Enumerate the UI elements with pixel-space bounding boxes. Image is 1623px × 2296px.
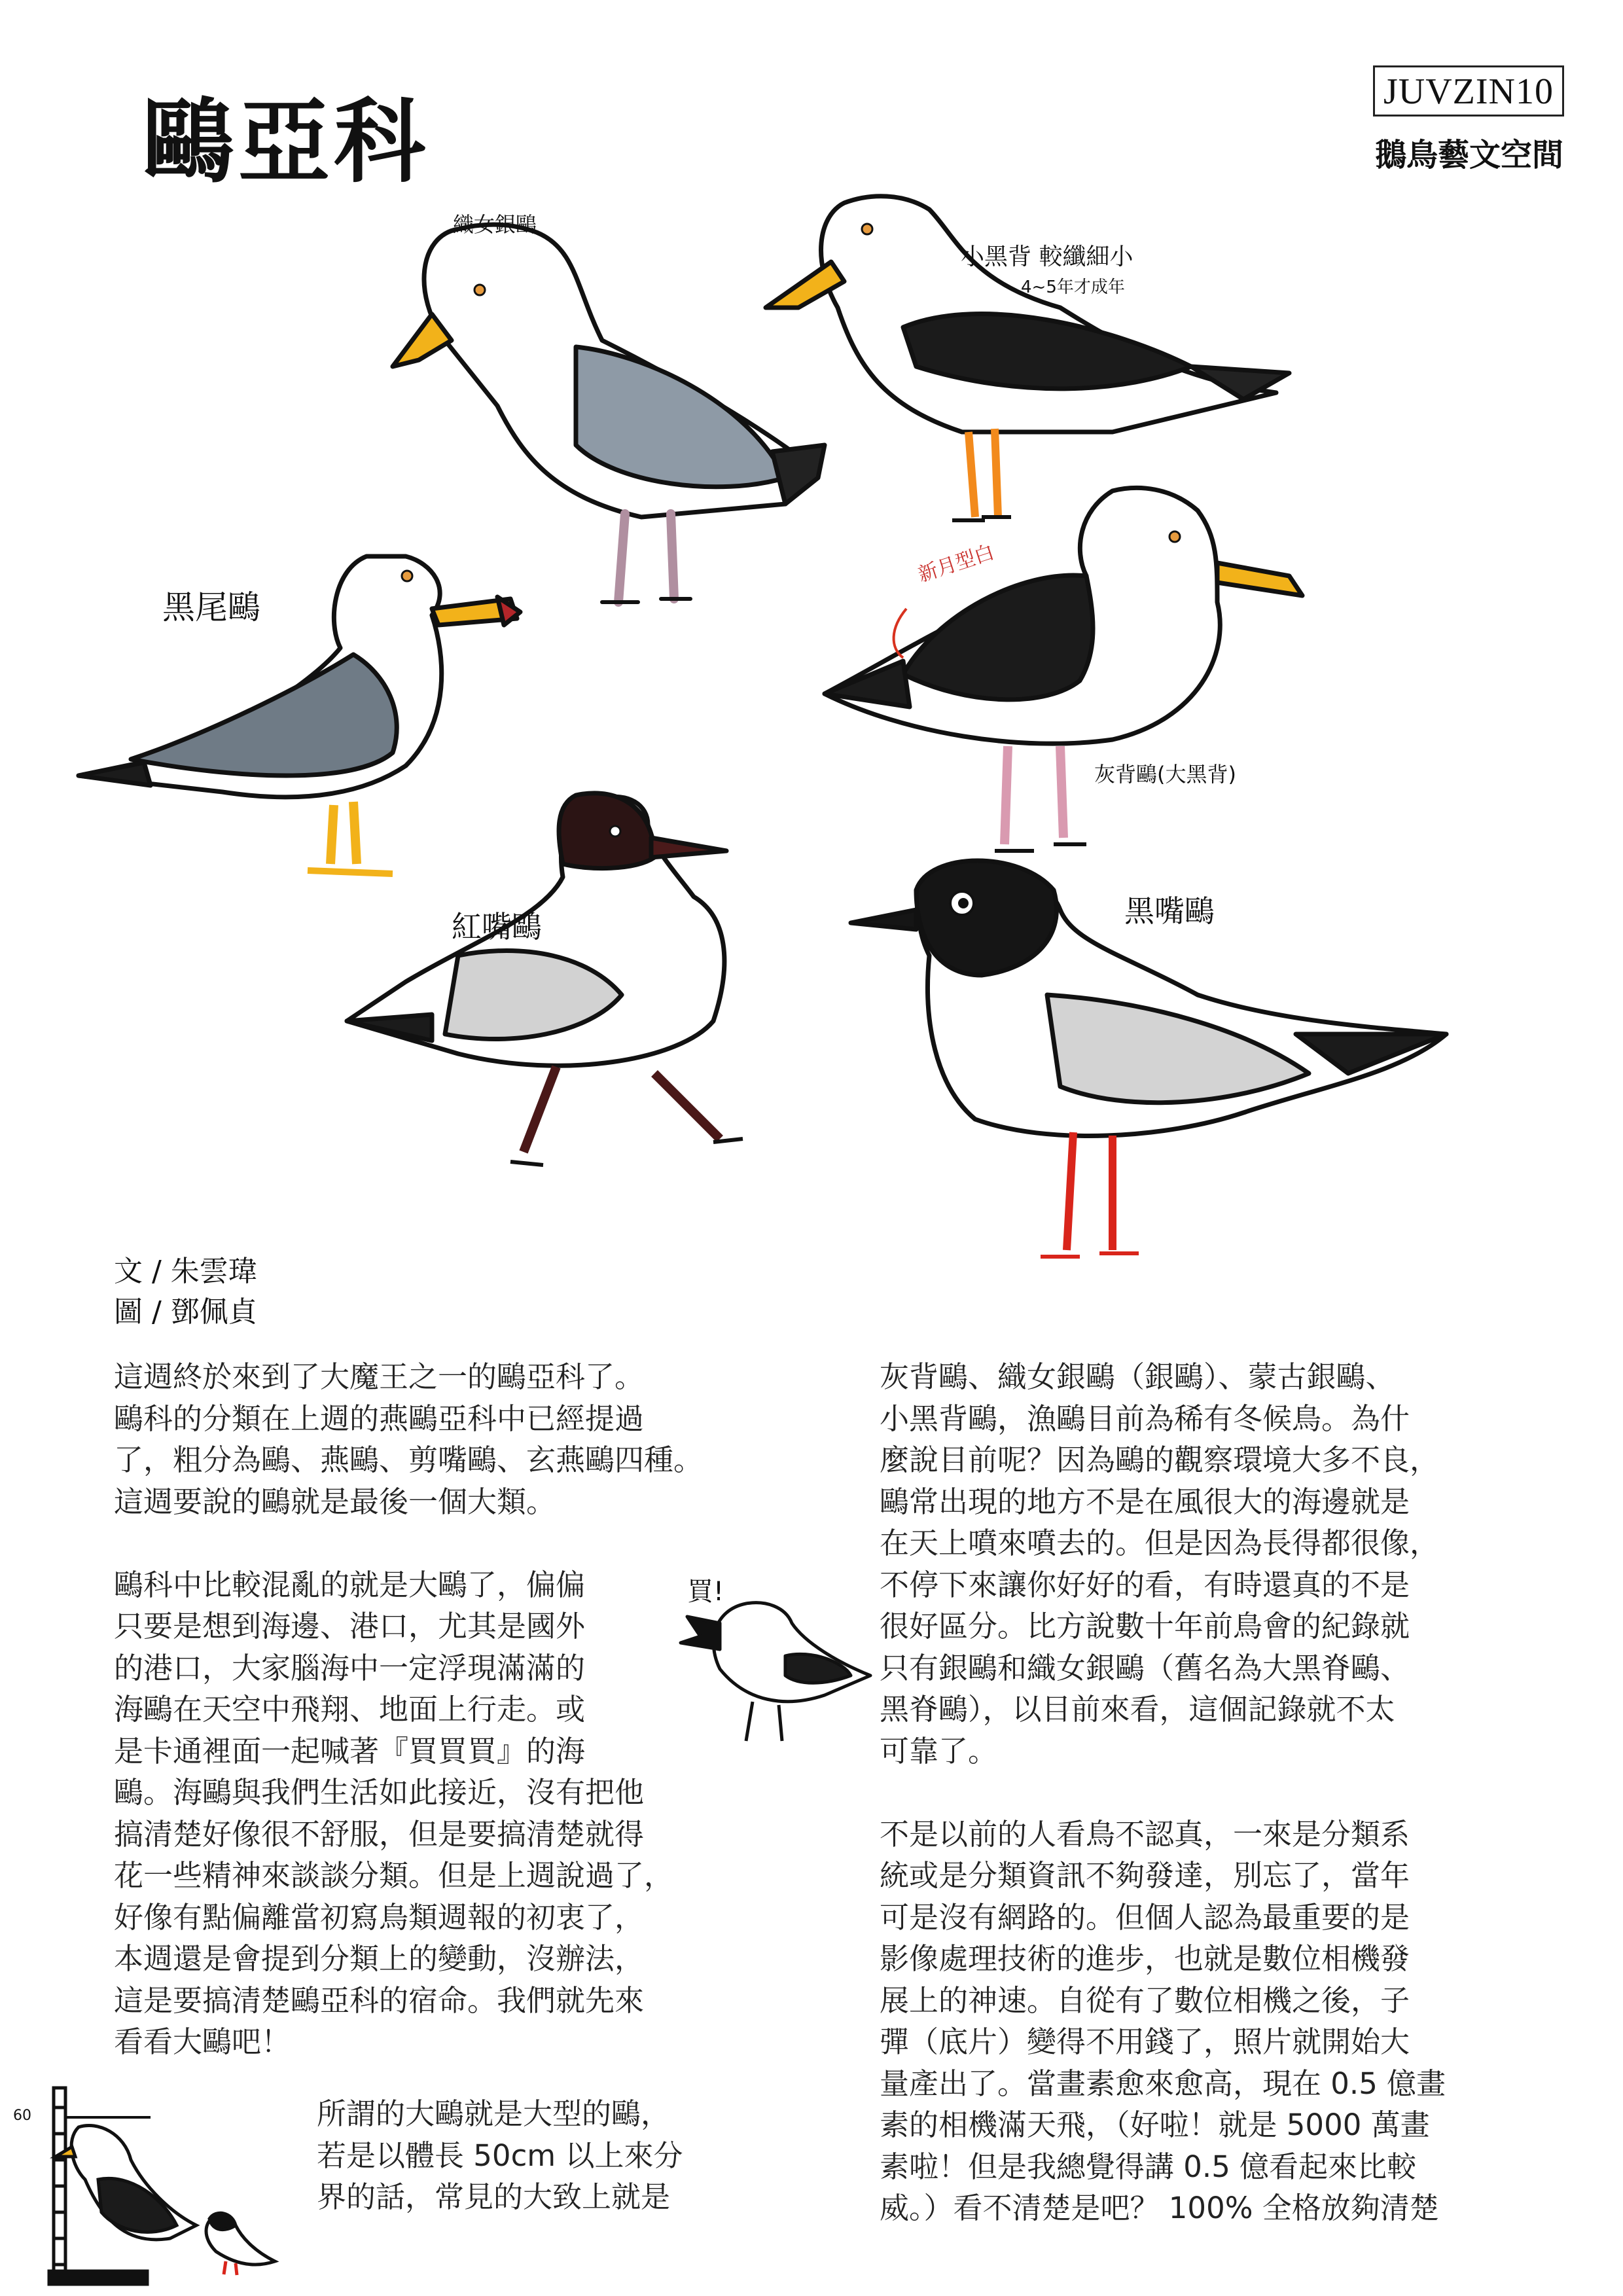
text-line: 這週要說的鷗就是最後一個大類。 xyxy=(114,1484,556,1519)
size-ruler-illustration xyxy=(49,2088,275,2284)
text-line: 搞清楚好像很不舒服，但是要搞清楚就得 xyxy=(114,1816,645,1852)
text-line: 很好區分。比方說數十年前鳥會的紀錄就 xyxy=(880,1609,1410,1643)
text-line: 本週還是會提到分類上的變動，沒辦法， xyxy=(114,1941,645,1976)
text-line: 量產出了。當畫素愈來愈高，現在 0.5 億畫 xyxy=(880,2066,1446,2101)
brand-logo-box: JUVZIN10 xyxy=(1373,65,1564,117)
label-slaty-back-note: 新月型白 xyxy=(915,541,997,587)
text-line: 鷗常出現的地方不是在風很大的海邊就是 xyxy=(880,1484,1410,1519)
text-line: 小黑背鷗，漁鷗目前為稀有冬候鳥。為什 xyxy=(880,1401,1410,1436)
paragraph-gap xyxy=(880,1772,1510,1814)
text-line: 這是要搞清楚鷗亞科的宿命。我們就先來 xyxy=(114,1982,645,2018)
text-line: 看看大鷗吧！ xyxy=(114,2024,291,2059)
credit-artist: 圖 / 鄧佩貞 xyxy=(114,1295,257,1329)
text-line: 只要是想到海邊、港口，尤其是國外 xyxy=(114,1609,586,1643)
slaty-backed-gull-illustration xyxy=(825,488,1302,851)
text-line: 花一些精神來談談分類。但是上週說過了， xyxy=(114,1858,674,1893)
text-line: 鷗科中比較混亂的就是大鷗了，偏偏 xyxy=(114,1567,586,1602)
text-line: 威。）看不清楚是吧？ 100% 全格放夠清楚 xyxy=(880,2191,1439,2225)
label-saunders-gull: 黑嘴鷗 xyxy=(1124,893,1215,929)
text-line: 不停下來讓你好好的看，有時還真的不是 xyxy=(880,1567,1410,1602)
credit-writer: 文 / 朱雲瑋 xyxy=(114,1255,257,1288)
text-line: 好像有點偏離當初寫鳥類週報的初衷了， xyxy=(114,1899,645,1935)
text-line: 素的相機滿天飛，（好啦！就是 5000 萬畫 xyxy=(880,2108,1430,2142)
text-line: 灰背鷗、織女銀鷗（銀鷗）、蒙古銀鷗、 xyxy=(880,1359,1395,1394)
left-bottom-text xyxy=(317,2093,742,2218)
label-black-tailed-gull: 黑尾鷗 xyxy=(162,588,260,626)
text-line: 鷗。海鷗與我們生活如此接近，沒有把他 xyxy=(114,1775,645,1810)
text-line: 鷗科的分類在上週的燕鷗亞科中已經提過 xyxy=(114,1401,645,1436)
label-lesser-black-backed: 小黑背 較纖細小 xyxy=(961,243,1133,270)
credits xyxy=(114,1251,257,1333)
text-line: 的港口，大家腦海中一定浮現滿滿的 xyxy=(114,1650,586,1685)
text-line: 海鷗在天空中飛翔、地面上行走。或 xyxy=(114,1692,586,1727)
text-line: 影像處理技術的進步，也就是數位相機發 xyxy=(880,1941,1410,1976)
label-lesser-black-backed-note: 4~5年才成年 xyxy=(1021,278,1125,297)
label-slaty-backed-gull: 灰背鷗(大黑背) xyxy=(1094,762,1236,787)
text-line: 在天上噴來噴去的。但是因為長得都很像， xyxy=(880,1526,1440,1560)
text-line: 麼說目前呢？因為鷗的觀察環境大多不良， xyxy=(880,1443,1440,1477)
label-vega-gull: 織女銀鷗 xyxy=(453,212,537,237)
black-tailed-gull-illustration xyxy=(79,556,520,874)
text-line: 不是以前的人看鳥不認真，一來是分類系 xyxy=(880,1816,1410,1852)
page-title: 鷗亞科 xyxy=(143,89,430,196)
text-line: 統或是分類資訊不夠發達，別忘了，當年 xyxy=(880,1858,1410,1893)
paragraph-gap xyxy=(114,1522,741,1564)
text-line: 可靠了。 xyxy=(880,1733,998,1768)
text-line: 展上的神速。自從有了數位相機之後，子 xyxy=(880,1982,1410,2018)
brand-subtitle: 鵝鳥藝文空間 xyxy=(1374,137,1563,173)
text-line: 可是沒有網路的。但個人認為最重要的是 xyxy=(880,1899,1410,1935)
text-line: 是卡通裡面一起喊著『買買買』的海 xyxy=(114,1733,586,1768)
label-black-headed-gull: 紅嘴鷗 xyxy=(452,909,542,944)
ruler-mark: 60 xyxy=(13,2108,31,2124)
text-line: 這週終於來到了大魔王之一的鷗亞科了。 xyxy=(114,1359,645,1394)
right-column-text xyxy=(880,1356,1510,2229)
black-headed-gull-illustration xyxy=(347,793,743,1165)
text-line: 彈（底片）變得不用錢了，照片就開始大 xyxy=(880,2024,1410,2059)
text-line: 黑脊鷗），以目前來看，這個記錄就不太 xyxy=(880,1692,1395,1727)
text-line: 所謂的大鷗就是大型的鷗， xyxy=(317,2096,671,2131)
left-column-text xyxy=(114,1356,741,2063)
vega-gull-illustration xyxy=(393,224,825,602)
text-line: 界的話，常見的大致上就是 xyxy=(317,2179,671,2214)
text-line: 素啦！但是我總覺得講 0.5 億看起來比較 xyxy=(880,2149,1417,2184)
text-line: 了，粗分為鷗、燕鷗、剪嘴鷗、玄燕鷗四種。 xyxy=(114,1443,704,1477)
text-line: 只有銀鷗和織女銀鷗（舊名為大黑脊鷗、 xyxy=(880,1650,1410,1685)
label-shout-caption: 買! xyxy=(687,1577,724,1607)
text-line: 若是以體長 50cm 以上來分 xyxy=(317,2138,683,2173)
